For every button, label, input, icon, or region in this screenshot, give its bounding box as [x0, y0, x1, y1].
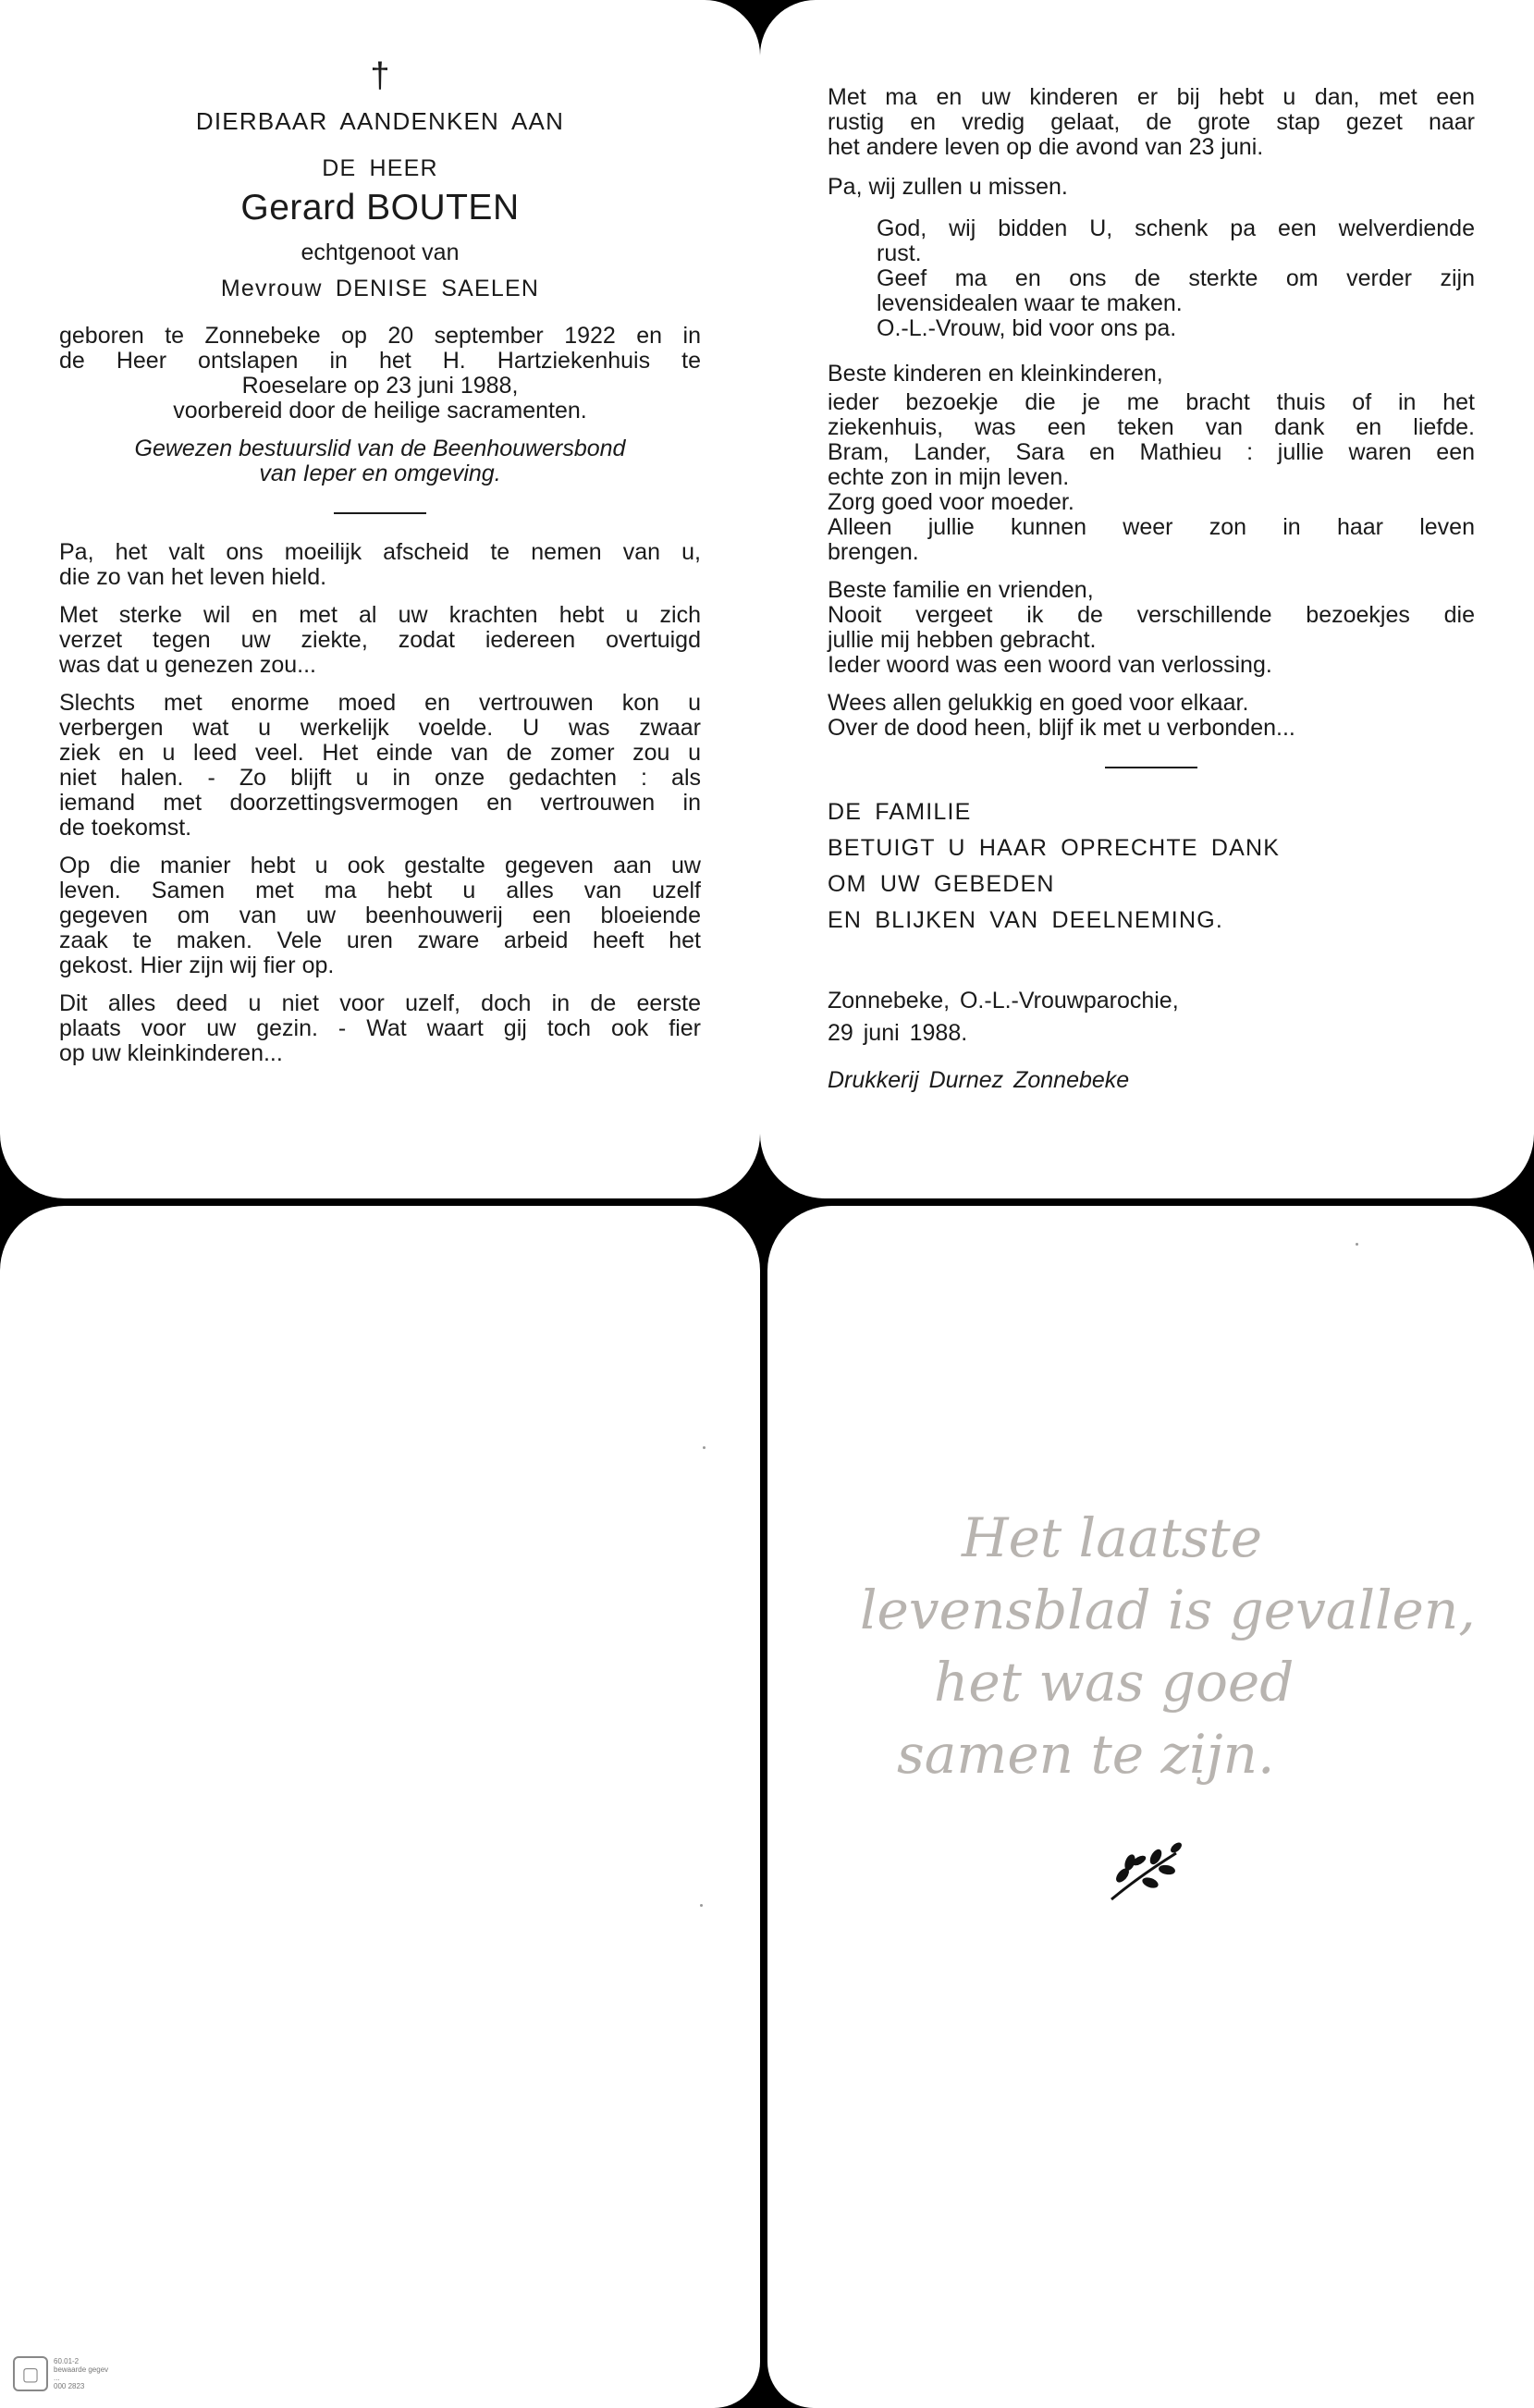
text-line: zaak te maken. Vele uren zware arbeid heeft het	[59, 928, 701, 953]
text-line: Wees allen gelukkig en goed voor elkaar.	[828, 690, 1249, 716]
place-line: Zonnebeke, O.-L.-Vrouwparochie,	[828, 988, 1179, 1014]
paragraph	[59, 603, 701, 678]
bio-line: voorbereid door de heilige sacramenten.	[173, 398, 587, 424]
text-line: Beste familie en vrienden,	[828, 577, 1094, 603]
bio-line: Roeselare op 23 juni 1988,	[241, 373, 519, 399]
spouse-intro: echtgenoot van	[301, 240, 460, 265]
text-line: ziek en u leed veel. Het einde van de zomer zou u	[59, 740, 701, 766]
card-panel-back-left	[0, 1206, 760, 2408]
text-line: op uw kleinkinderen...	[59, 1040, 283, 1066]
deceased-name: Gerard BOUTEN	[240, 188, 520, 227]
text-line: brengen.	[828, 539, 919, 565]
paragraph-closing	[828, 691, 1475, 741]
text-line: Slechts met enorme moed en vertrouwen kon u	[59, 690, 701, 716]
title-heer: DE HEER	[322, 155, 438, 181]
paragraph-family	[828, 578, 1475, 678]
speck	[700, 1904, 703, 1907]
thanks-line: DE FAMILIE	[828, 799, 972, 825]
text-line: Op die manier hebt u ook gestalte gegeven aan uw	[59, 853, 701, 878]
verse-line: samen te zijn.	[897, 1723, 1275, 1786]
text-line: verzet tegen uw ziekte, zodat iedereen overtuigd	[59, 627, 701, 653]
text-line: jullie mij hebben gebracht.	[828, 627, 1097, 653]
archive-logo-icon: ▢	[13, 2356, 48, 2391]
text-line: levensidealen waar te maken.	[877, 290, 1183, 316]
card-panel-back-right	[767, 1206, 1534, 2408]
text-line: Nooit vergeet ik de verschillende bezoekjes die	[828, 602, 1475, 628]
biography	[59, 324, 701, 424]
text-line: niet halen. - Zo blijft u in onze gedachten : als	[59, 765, 701, 791]
memorial-heading: DIERBAAR AANDENKEN AAN	[195, 107, 565, 135]
divider-rule	[1105, 767, 1197, 768]
text-line: Met sterke wil en met al uw krachten hebt u zich	[59, 602, 701, 628]
text-line: iemand met doorzettingsvermogen en vertrouwen in	[59, 790, 701, 816]
text-line: het andere leven op die avond van 23 juni.	[828, 134, 1264, 160]
text-line: Pa, het valt ons moeilijk afscheid te nemen van u,	[59, 539, 701, 565]
bio-line: de Heer ontslapen in het H. Hartziekenhuis te	[59, 348, 701, 374]
card-panel-front-right	[760, 0, 1534, 1198]
paragraph	[59, 991, 701, 1066]
text-line: gekost. Hier zijn wij fier op.	[59, 952, 335, 978]
stamp-text	[54, 2357, 108, 2390]
text-line: verbergen wat u werkelijk voelde. U was zwaar	[59, 715, 701, 741]
text-line: rust.	[877, 240, 922, 266]
text-line: Met ma en uw kinderen er bij hebt u dan, met een	[828, 84, 1475, 110]
board-member-note	[59, 436, 701, 486]
date-line: 29 juni 1988.	[828, 1020, 968, 1046]
verse-line: het was goed	[934, 1651, 1295, 1714]
text-line: Alleen jullie kunnen weer zon in haar leven	[828, 514, 1475, 540]
text-line: rustig en vredig gelaat, de grote stap gezet naar	[828, 109, 1475, 135]
thanks-line: OM UW GEBEDEN	[828, 871, 1055, 897]
stamp-line: 60.01-2	[54, 2357, 80, 2365]
text-line: O.-L.-Vrouw, bid voor ons pa.	[877, 315, 1177, 341]
farewell-text	[59, 540, 701, 1066]
paragraph	[828, 85, 1475, 160]
spouse-name: Mevrouw DENISE SAELEN	[220, 276, 540, 301]
text-line: leven. Samen met ma hebt u alles van uzelf	[59, 878, 701, 903]
text-line: echte zon in mijn leven.	[828, 464, 1070, 490]
text-line: Zorg goed voor moeder.	[828, 489, 1074, 515]
family-thanks	[828, 794, 1475, 939]
paragraph	[59, 854, 701, 978]
text-line: gegeven om van uw beenhouwerij een bloeiende	[59, 903, 701, 928]
thanks-line: EN BLIJKEN VAN DEELNEMING.	[828, 907, 1223, 933]
text-line: Geef ma en ons de sterkte om verder zijn	[877, 265, 1475, 291]
text-line: plaats voor uw gezin. - Wat waart gij toch ook fier	[59, 1015, 701, 1041]
text-line: ziekenhuis, was een teken van dank en liefde.	[828, 414, 1475, 440]
bio-line: geboren te Zonnebeke op 20 september 1922 en in	[59, 323, 701, 349]
prayer	[877, 216, 1475, 341]
text-line: God, wij bidden U, schenk pa een welverdiende	[877, 215, 1475, 241]
stamp-line: ...	[54, 2374, 60, 2382]
italic-line: Gewezen bestuurslid van de Beenhouwersbond	[134, 436, 626, 461]
missing-line: Pa, wij zullen u missen.	[828, 174, 1068, 200]
divider-rule	[334, 512, 426, 514]
text-line: Bram, Lander, Sara en Mathieu : jullie waren een	[828, 439, 1475, 465]
verse-line: levensblad is gevallen,	[860, 1579, 1476, 1641]
speck	[1356, 1243, 1358, 1246]
cross-symbol: †	[370, 56, 390, 95]
paragraph-children	[828, 362, 1475, 565]
text-line: Dit alles deed u niet voor uzelf, doch in de eerste	[59, 990, 701, 1016]
archive-stamp	[13, 2356, 108, 2391]
handwritten-verse	[860, 1502, 1476, 1790]
paragraph	[59, 540, 701, 590]
text-line: die zo van het leven hield.	[59, 564, 327, 590]
place-date	[828, 985, 1475, 1050]
card-panel-front-left	[0, 0, 760, 1198]
stamp-line: 000 2823	[54, 2382, 85, 2390]
italic-line: van Ieper en omgeving.	[259, 461, 501, 486]
text-line: Ieder woord was een woord van verlossing.	[828, 652, 1272, 678]
verse-line: Het laatste	[962, 1506, 1263, 1569]
text-line: de toekomst.	[59, 815, 192, 841]
thanks-line: BETUIGT U HAAR OPRECHTE DANK	[828, 835, 1281, 861]
text-line: Over de dood heen, blijf ik met u verbonden...	[828, 715, 1295, 741]
text-line: Beste kinderen en kleinkinderen,	[828, 361, 1163, 387]
paragraph	[59, 691, 701, 841]
speck	[703, 1446, 706, 1449]
text-line: was dat u genezen zou...	[59, 652, 316, 678]
stamp-line: bewaarde gegev	[54, 2365, 109, 2374]
printer-credit: Drukkerij Durnez Zonnebeke	[828, 1067, 1130, 1093]
text-line: ieder bezoekje die je me bracht thuis of in het	[828, 389, 1475, 415]
leaf-branch-icon	[1102, 1835, 1185, 1909]
